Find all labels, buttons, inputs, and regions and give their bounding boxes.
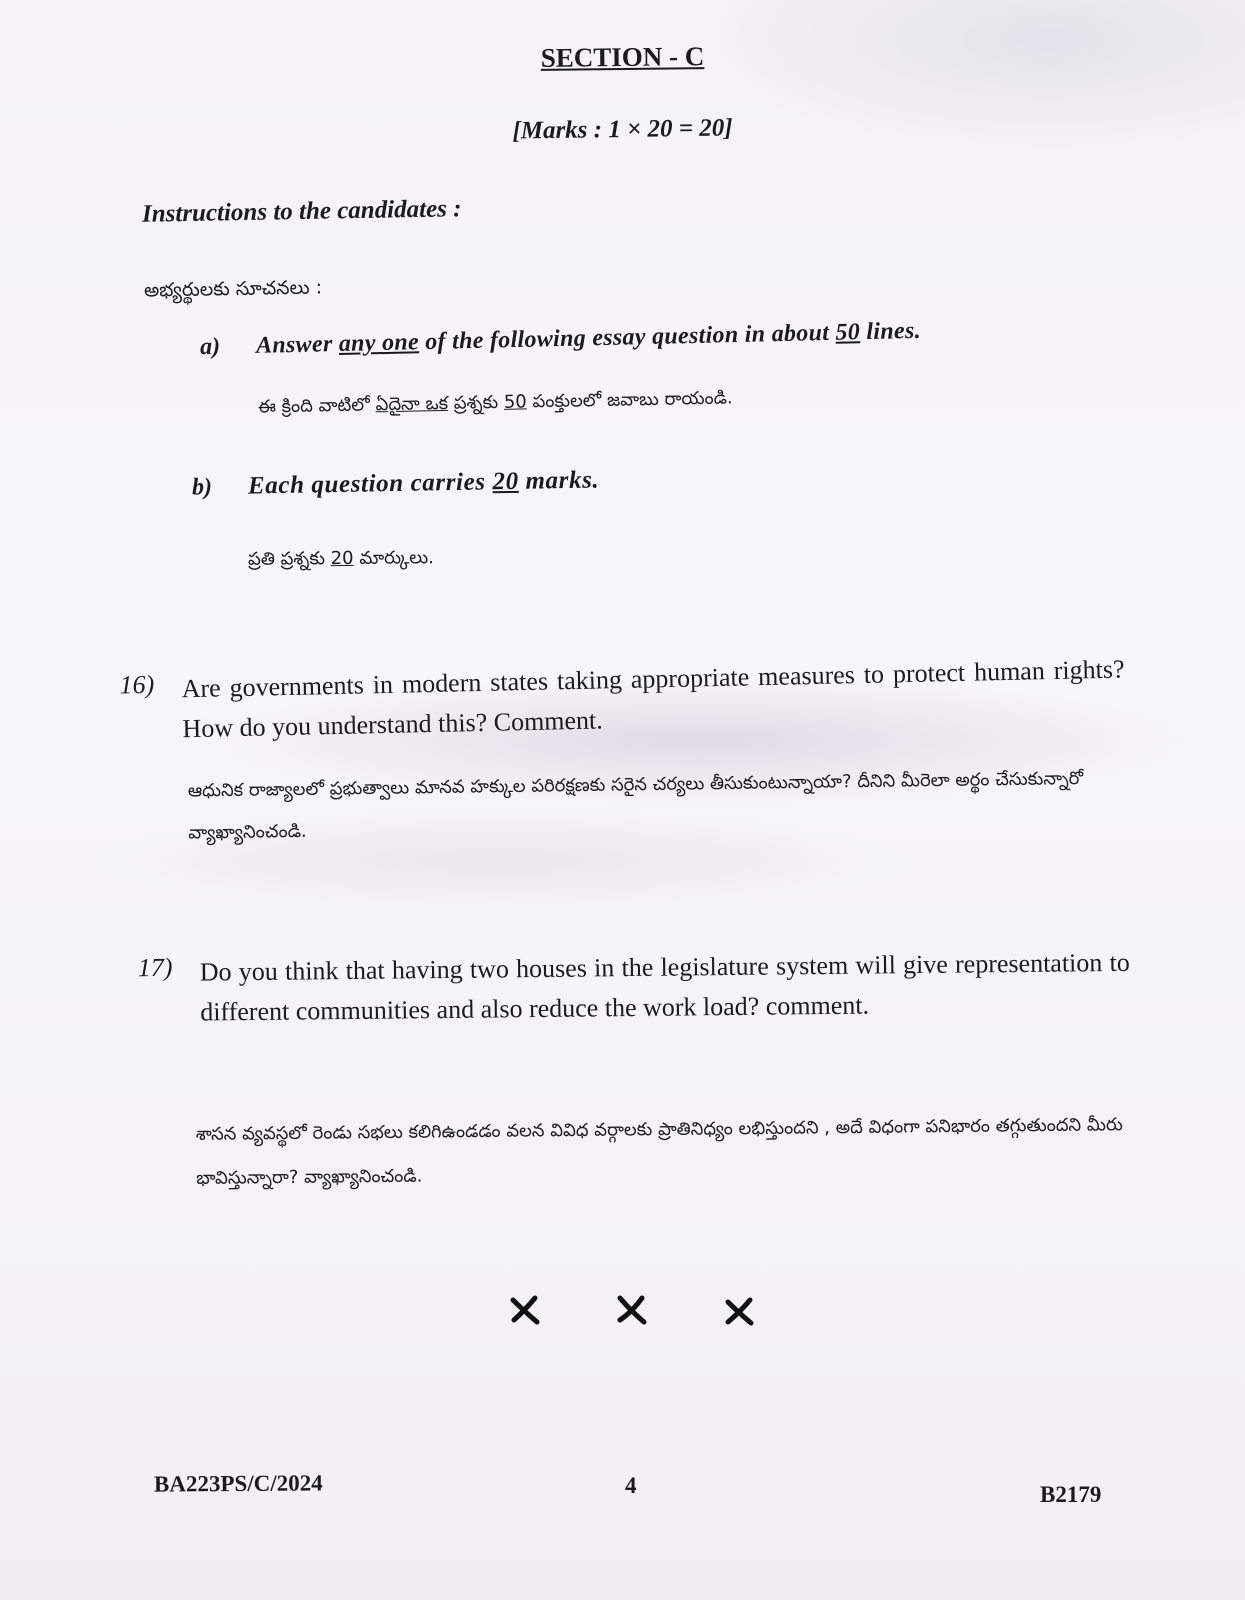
- question-17: [138, 943, 1131, 1033]
- instruction-a-part: of the following essay question in about: [418, 319, 836, 356]
- instruction-b-part: marks.: [518, 466, 600, 495]
- instruction-a-te-part: పంక్తులలో జవాబు రాయండి.: [526, 387, 733, 413]
- marks-line: [Marks : 1 × 20 = 20]: [512, 114, 733, 145]
- instruction-a-part: Answer: [255, 331, 340, 359]
- instruction-a-te-lines-count: 50: [503, 391, 527, 413]
- instruction-a-part: lines.: [859, 317, 922, 346]
- instruction-a-letter: a): [199, 333, 221, 361]
- instruction-a-te-part: ఈ క్రింది వాటిలో: [257, 394, 376, 418]
- cross-mark-icon: [612, 1290, 652, 1330]
- instruction-a: [200, 318, 921, 361]
- question-17-telugu: శాసన వ్యవస్థలో రెండు సభలు కలిగిఉండడం వలన వివిధ వర్గాలకు ప్రాతినిధ్యం లభిస్తుందని , అదే విధంగా పనిభారం తగ్గుతుందని మీరు భావిస్తున్నారా? వ్యాఖ్యానించండి.: [195, 1114, 1123, 1189]
- instruction-b-part: Each question carries: [247, 468, 493, 500]
- question-number: 17): [137, 952, 173, 983]
- end-marks: [505, 1290, 765, 1340]
- instruction-a-text: [256, 318, 921, 360]
- cross-mark-icon: [505, 1290, 545, 1330]
- cross-mark-icon: [719, 1290, 759, 1330]
- instruction-b-te-marks: 20: [330, 547, 354, 570]
- paper-code: BA223PS/C/2024: [153, 1470, 323, 1497]
- instructions-heading: Instructions to the candidates :: [141, 195, 462, 228]
- instruction-b-letter: b): [191, 474, 213, 501]
- instruction-a-te-part: ప్రశ్నకు: [447, 391, 505, 414]
- instruction-b-te-part: మార్కులు.: [353, 547, 434, 569]
- instruction-b-te-part: ప్రతి ప్రశ్నకు: [247, 548, 331, 570]
- instruction-b-telugu: [248, 547, 434, 574]
- question-16-telugu: ఆధునిక రాజ్యాలలో ప్రభుత్వాలు మానవ హక్కుల పరిరక్షణకు సరైన చర్యలు తీసుకుంటున్నాయా? దీనిని మీరెలా అర్థం చేసుకున్నారో వ్యాఖ్యానించండి.: [187, 767, 1084, 844]
- instruction-a-telugu: [258, 387, 733, 421]
- instruction-a-emphasis: any one: [338, 329, 420, 358]
- question-number: 16): [119, 669, 155, 700]
- instruction-b: [192, 466, 600, 501]
- paper-id: B2179: [1040, 1482, 1102, 1507]
- instructions-heading-telugu: అభ్యర్థులకు సూచనలు :: [143, 276, 323, 302]
- question-16: [119, 649, 1125, 750]
- page-number: 4: [625, 1473, 637, 1498]
- instruction-a-lines-count: 50: [835, 319, 861, 346]
- instruction-a-te-emphasis: ఏదైనా ఒక: [375, 392, 449, 416]
- instruction-b-marks: 20: [492, 467, 519, 496]
- instruction-b-text: [248, 466, 600, 500]
- section-title: SECTION - C: [540, 41, 705, 73]
- question-text: Are governments in modern states taking appropriate measures to protect human rights? How do you understand this? Comment.: [181, 654, 1125, 744]
- question-text: Do you think that having two houses in the legislature system will give representation to different communities and also reduce the work load? comment.: [199, 947, 1130, 1027]
